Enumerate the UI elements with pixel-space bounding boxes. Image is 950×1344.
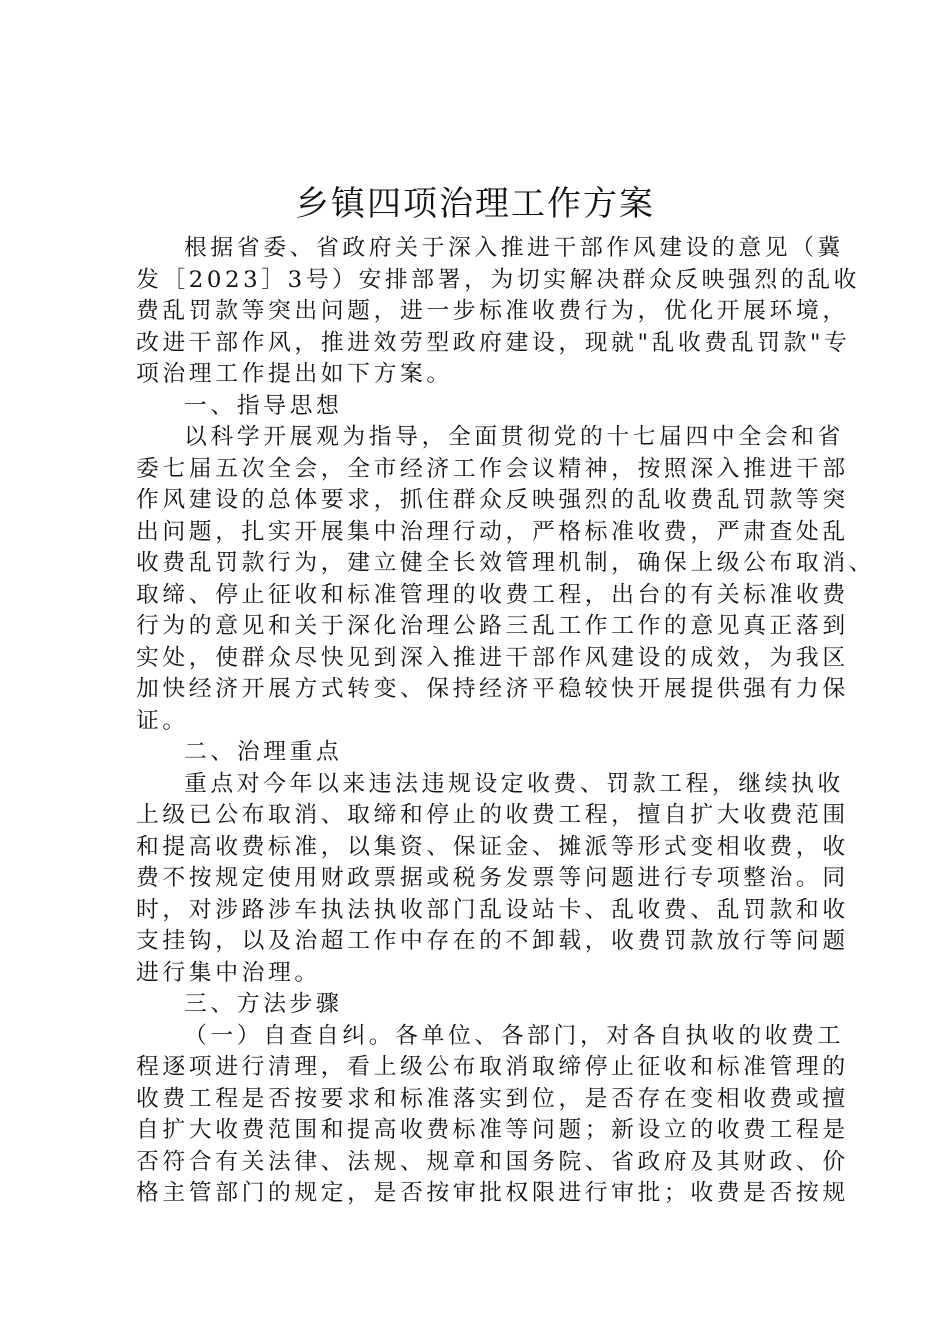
text-line: 上级已公布取消、取缔和停止的收费工程，擅自扩大收费范围 <box>136 802 849 828</box>
text-line: 项治理工作提出如下方案。 <box>136 361 453 387</box>
text-line: 支挂钩，以及治超工作中存在的不卸载，收费罚款放行等问题 <box>136 928 849 954</box>
text-line: 证。 <box>136 707 189 734</box>
text-line: 三、方法步骤 <box>184 991 343 1017</box>
text-line: 和提高收费标准，以集资、保证金、摊派等形式变相收费，收 <box>136 833 849 860</box>
text-line: （一）自查自纠。各单位、各部门，对各自执收的收费工 <box>184 1022 844 1049</box>
text-line: 费乱罚款等突出问题，进一步标准收费行为，优化开展环境， <box>136 298 849 324</box>
text-line: 格主管部门的规定，是否按审批权限进行审批；收费是否按规 <box>136 1180 849 1206</box>
text-line: 收费工程是否按要求和标准落实到位，是否存在变相收费或擅 <box>136 1085 849 1112</box>
text-line: 作风建设的总体要求，抓住群众反映强烈的乱收费乱罚款等突 <box>136 487 849 513</box>
text-line: 出问题，扎实开展集中治理行动，严格标准收费，严肃查处乱 <box>136 518 849 545</box>
text-line: 委七届五次全会，全市经济工作会议精神，按照深入推进干部 <box>136 455 849 482</box>
text-line: 根据省委、省政府关于深入推进干部作风建设的意见（冀 <box>184 235 844 261</box>
text-line: 实处，使群众尽快见到深入推进干部作风建设的成效，为我区 <box>136 644 849 671</box>
document-title: 乡镇四项治理工作方案 <box>295 184 655 224</box>
text-line: 程逐项进行清理，看上级公布取消取缔停止征收和标准管理的 <box>136 1054 849 1080</box>
text-line: 费不按规定使用财政票据或税务发票等问题进行专项整治。同 <box>136 865 849 891</box>
document-body <box>136 233 876 1210</box>
text-line: 加快经济开展方式转变、保持经济平稳较快开展提供强有力保 <box>136 676 849 702</box>
text-line: 进行集中治理。 <box>136 959 321 986</box>
text-line: 重点对今年以来违法违规设定收费、罚款工程，继续执收 <box>184 770 844 797</box>
text-line: 否符合有关法律、法规、规章和国务院、省政府及其财政、价 <box>136 1148 849 1175</box>
text-line: 取缔、停止征收和标准管理的收费工程，出台的有关标准收费 <box>136 581 849 608</box>
text-line: 发［2023］3号）安排部署，为切实解决群众反映强烈的乱收 <box>136 266 861 293</box>
text-line: 行为的意见和关于深化治理公路三乱工作工作的意见真正落到 <box>136 613 849 639</box>
text-line: 以科学开展观为指导，全面贯彻党的十七届四中全会和省 <box>184 424 844 450</box>
text-line: 时，对涉路涉车执法执收部门乱设站卡、乱收费、乱罚款和收 <box>136 896 849 923</box>
text-line: 一、指导思想 <box>184 392 343 419</box>
text-line: 二、治理重点 <box>184 739 343 765</box>
text-line: 自扩大收费范围和提高收费标准等问题；新设立的收费工程是 <box>136 1117 849 1143</box>
text-line: 改进干部作风，推进效劳型政府建设，现就"乱收费乱罚款"专 <box>136 329 851 356</box>
text-line: 收费乱罚款行为，建立健全长效管理机制，确保上级公布取消、 <box>136 550 876 576</box>
